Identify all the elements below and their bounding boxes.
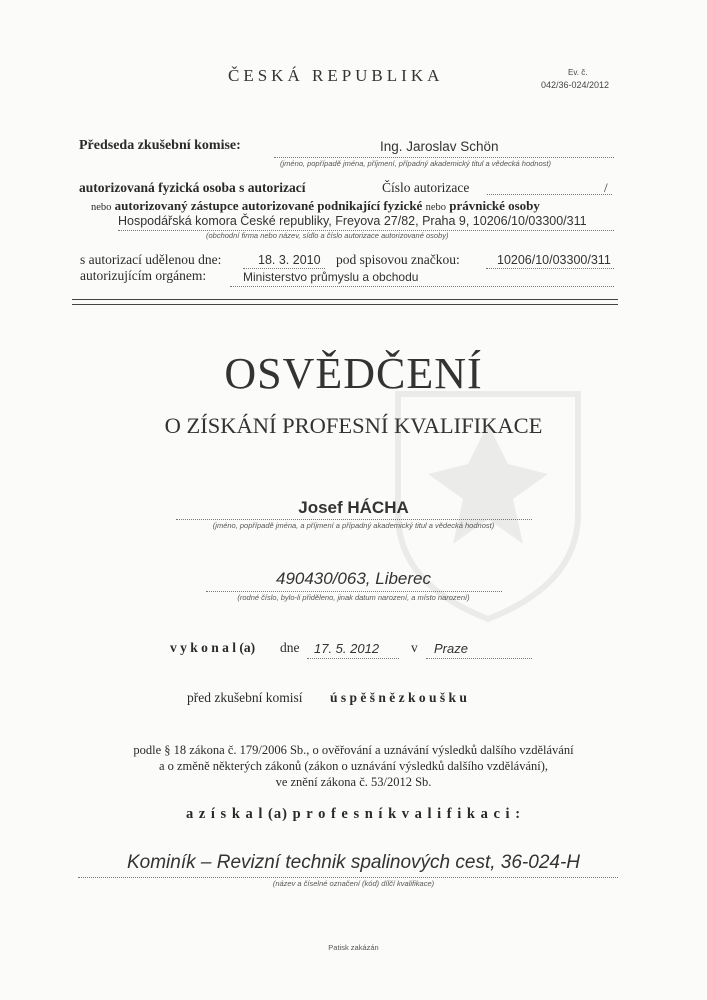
organization-caption: (obchodní firma nebo název, sídlo a číslo autorizace autorizované osoby) (206, 231, 449, 240)
exam-date: 17. 5. 2012 (314, 641, 380, 656)
qualification-caption: (název a číselné označení (kód) dílčí kvalifikace) (272, 879, 435, 888)
certificate-title: OSVĚDČENÍ (224, 349, 483, 398)
exam-success-label: ú s p ě š n ě z k o u š k u (330, 690, 467, 705)
representative-line (91, 198, 540, 214)
country-title: ČESKÁ REPUBLIKA (228, 66, 444, 85)
auth-number-label: Číslo autorizace (382, 180, 470, 195)
legal-entity-label: právnické osoby (449, 198, 540, 213)
law-line-3: ve znění zákona č. 53/2012 Sb. (275, 775, 432, 789)
granted-label: s autorizací udělenou dne: (80, 252, 222, 267)
exam-place: Praze (434, 641, 468, 656)
holder-birth-underline (206, 591, 502, 592)
granted-date: 18. 3. 2010 (258, 253, 321, 267)
chair-name: Ing. Jaroslav Schön (380, 139, 499, 154)
exam-date-underline (307, 658, 399, 659)
exam-before-label: před zkušební komisí (187, 690, 303, 705)
qualification-name: Kominík – Revizní technik spalinových cest, 36-024-H (126, 852, 581, 873)
organization-name: Hospodářská komora České republiky, Freyova 27/82, Praha 9, 10206/10/03300/311 (118, 214, 587, 228)
holder-name: Josef HÁCHA (298, 498, 409, 517)
exam-day-label: dne (280, 640, 300, 655)
holder-name-caption: (jméno, popřípadě jména, a příjmení a případný akademický titul a vědecká hodnost) (212, 521, 495, 530)
auth-number-slash: / (604, 180, 608, 195)
holder-birth: 490430/063, Liberec (275, 569, 432, 588)
separator-top (72, 299, 618, 300)
authority-label: autorizujícím orgánem: (80, 268, 207, 283)
holder-name-underline (176, 519, 532, 520)
ev-number: 042/36-024/2012 (541, 80, 610, 90)
chair-label: Předseda zkušební komise: (79, 138, 241, 153)
law-line-2: a o změně některých zákonů (zákon o uznávání výsledků dalšího vzdělávání), (158, 759, 549, 773)
authority-name: Ministerstvo průmyslu a obchodu (243, 270, 419, 284)
granted-date-underline (243, 268, 325, 269)
ev-label: Ev. č. (568, 68, 588, 77)
or-word-2: nebo (425, 202, 446, 213)
holder-birth-caption: (rodné číslo, bylo-li přiděleno, jinak datum narození, a místo narození) (237, 593, 470, 602)
print-prohibited-note: Patisk zakázán (328, 943, 379, 952)
file-number: 10206/10/03300/311 (497, 253, 611, 267)
chair-underline (274, 157, 614, 158)
law-line-1: podle § 18 zákona č. 179/2006 Sb., o ověřování a uznávání výsledků dalšího vzdělávání (133, 743, 574, 757)
qualification-underline (78, 877, 618, 878)
qualification-gained-label: a z í s k a l (a) p r o f e s n í k v a l i f i k a c i : (185, 806, 522, 822)
exam-place-underline (426, 658, 532, 659)
file-number-underline (486, 268, 614, 269)
separator-bottom (72, 304, 618, 305)
file-label: pod spisovou značkou: (336, 252, 460, 267)
authority-underline (230, 286, 614, 287)
exam-did-label: v y k o n a l (a) (170, 640, 256, 655)
auth-number-underline (487, 194, 612, 195)
representative-label: autorizovaný zástupce autorizované podnikající fyzické (114, 198, 423, 213)
exam-in-label: v (411, 640, 418, 655)
or-word-1: nebo (91, 202, 112, 213)
chair-caption: (jméno, popřípadě jména, příjmení, případný akademický titul a vědecká hodnost) (280, 159, 551, 168)
person-label: autorizovaná fyzická osoba s autorizací (79, 180, 306, 195)
certificate-subtitle: O ZÍSKÁNÍ PROFESNÍ KVALIFIKACE (164, 413, 543, 438)
